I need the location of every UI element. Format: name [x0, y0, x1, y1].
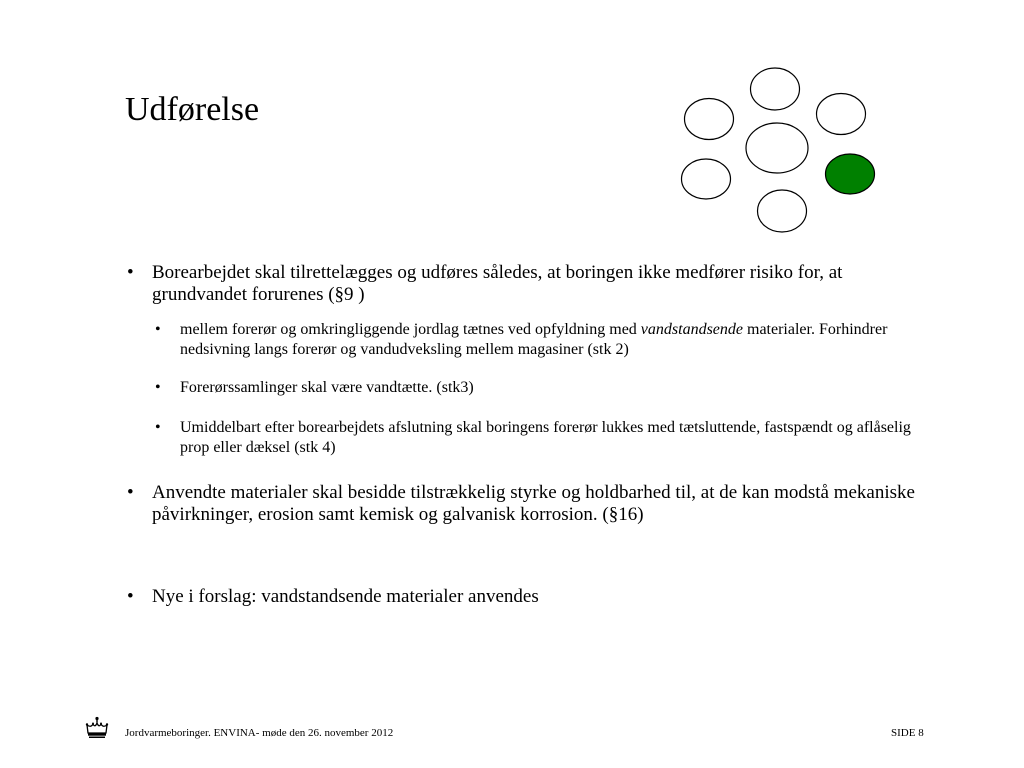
bullet-1-text: Borearbejdet skal tilrettelægges og udføres således, at boringen ikke medfører risiko for, at grundvandet forurenes (§9 ) [152, 262, 843, 305]
bullet-2-text: Anvendte materialer skal besidde tilstrækkelig styrke og holdbarhed til, at de kan modstå mekaniske påvirkninger, erosion samt kemisk og galvanisk korrosion. (§16) [152, 482, 915, 525]
bullet-glyph: • [127, 262, 134, 283]
circle-top [751, 68, 800, 110]
footer-text: Jordvarmeboringer. ENVINA- møde den 26. november 2012 [125, 727, 394, 739]
sub-bullet-1-text-b: materialer. Forhindrer nedsivning langs forerør og vandudveksling mellem magasiner (stk 2) [180, 321, 888, 358]
bullet-glyph: • [155, 419, 161, 436]
slide-footer [0, 715, 1024, 745]
bullet-1 [125, 262, 935, 306]
sub-bullet-2 [125, 378, 935, 398]
progress-circles-diagram [675, 63, 885, 238]
sub-bullet-3-text: Umiddelbart efter borearbejdets afslutning skal boringens forerør lukkes med tætsluttende, fastspændt og aflåselig prop eller dæksel (stk 4) [180, 419, 911, 456]
sub-bullet-3 [125, 418, 935, 458]
bullet-glyph: • [155, 321, 161, 338]
circle-lower-right-highlighted [826, 154, 875, 194]
slide-title: Udførelse [125, 91, 260, 128]
sub-bullet-1 [125, 320, 935, 360]
bullet-glyph: • [127, 586, 134, 607]
circle-bottom [758, 190, 807, 232]
slide-body [125, 262, 935, 608]
circle-upper-left [685, 99, 734, 140]
sub-bullet-1-text-a: mellem forerør og omkringliggende jordlag tætnes ved opfyldning med [180, 321, 641, 338]
circle-lower-left [682, 159, 731, 199]
bullet-3 [125, 586, 935, 608]
circle-upper-right [817, 94, 866, 135]
circle-center [746, 123, 808, 173]
bullet-glyph: • [127, 482, 134, 503]
crown-icon [84, 716, 110, 740]
sub-bullet-2-text: Forerørssamlinger skal være vandtætte. (stk3) [180, 379, 474, 396]
page-number: SIDE 8 [891, 727, 924, 739]
bullet-glyph: • [155, 379, 161, 396]
bullet-2 [125, 482, 935, 526]
bullet-3-text: Nye i forslag: vandstandsende materialer anvendes [152, 586, 539, 607]
sub-bullet-1-emphasis: vandstandsende [640, 321, 743, 338]
